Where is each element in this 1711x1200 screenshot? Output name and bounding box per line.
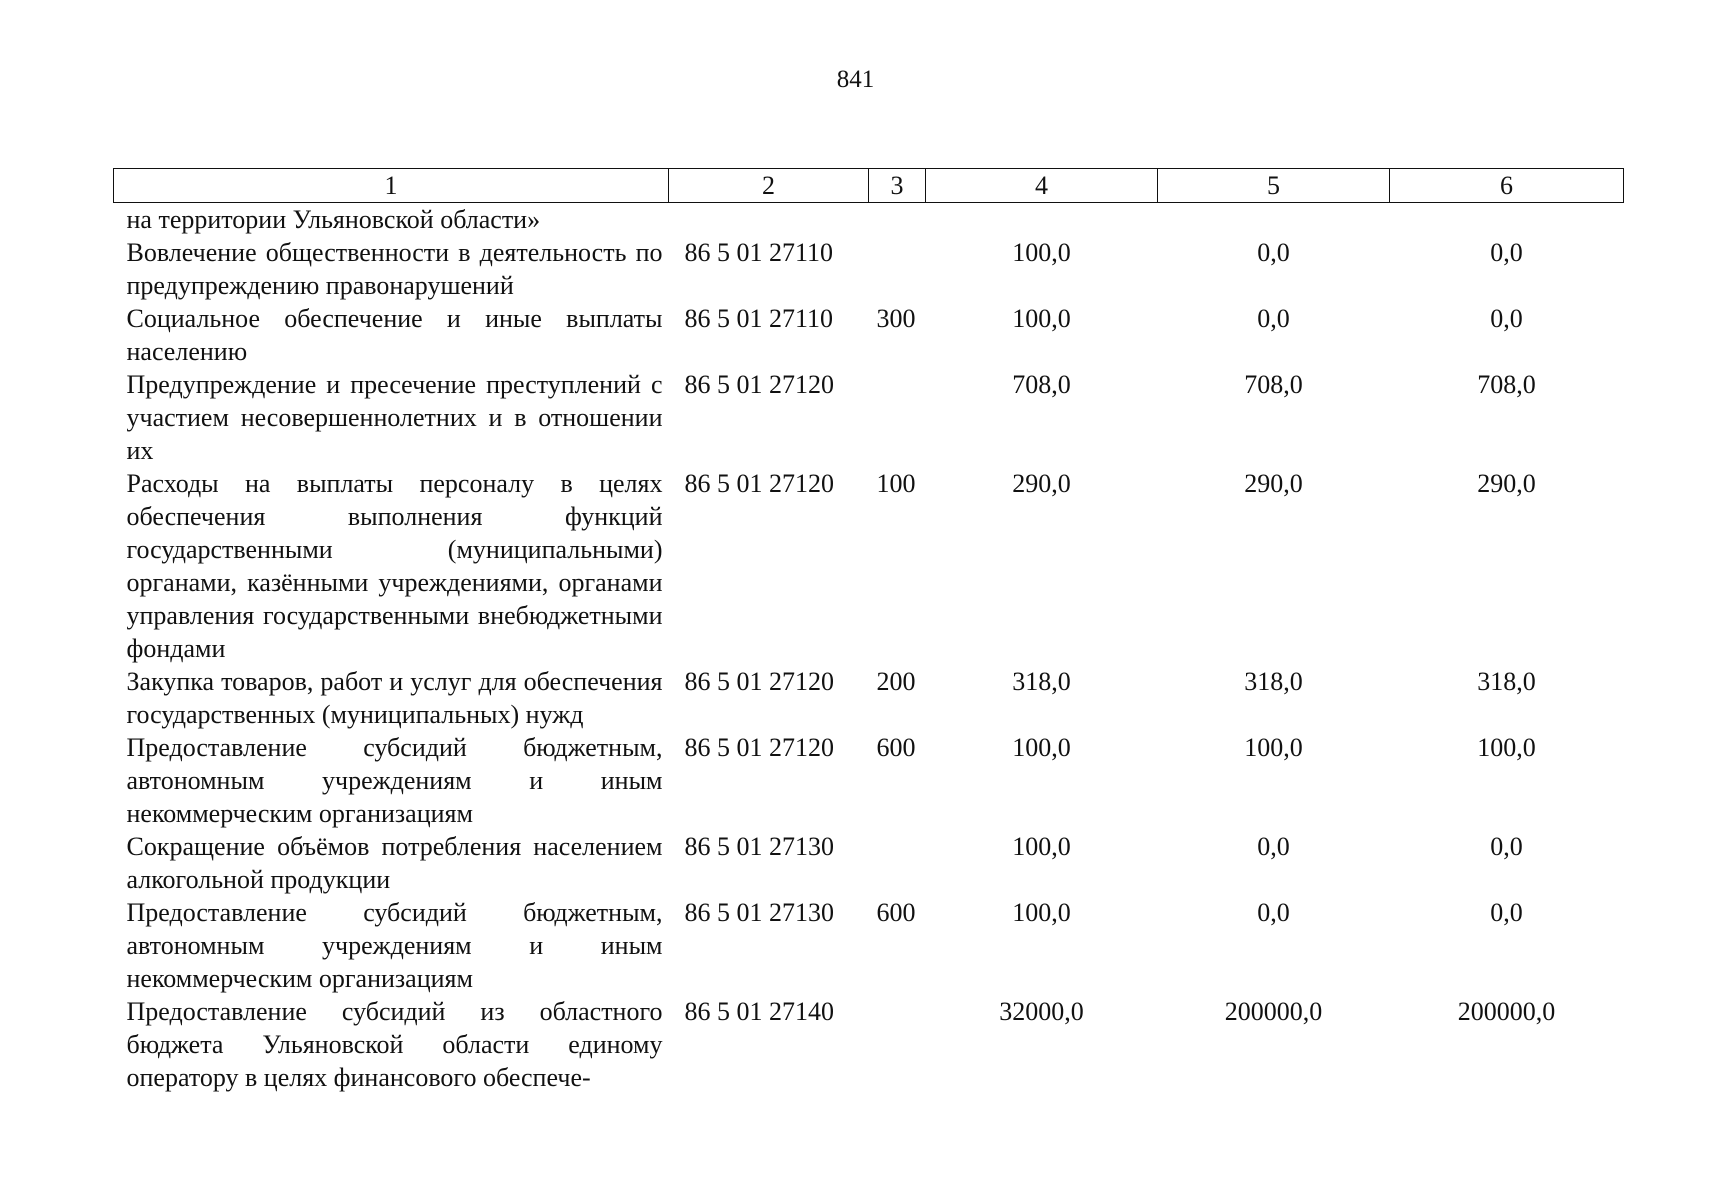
row-name: на территории Ульяновской области» [126, 205, 541, 234]
budget-table-container [113, 168, 1623, 1094]
row-value-6: 100,0 [1477, 733, 1536, 762]
row-value-5: 708,0 [1244, 370, 1303, 399]
row-code: 86 5 01 27120 [684, 469, 834, 498]
row-expense-type: 600 [876, 898, 916, 927]
table-row [114, 203, 1624, 237]
row-value-5: 100,0 [1244, 733, 1303, 762]
row-value-6: 0,0 [1490, 898, 1523, 927]
row-expense-type [869, 368, 926, 467]
row-name: Социальное обеспечение и иные выплаты населению [126, 304, 663, 366]
row-name: Вовлечение общественности в деятельность по предупреждению правонарушений [126, 238, 663, 300]
row-value-6: 200000,0 [1457, 997, 1556, 1026]
row-value-4: 100,0 [1012, 733, 1071, 762]
row-value-5: 0,0 [1257, 898, 1290, 927]
row-code [669, 203, 869, 237]
row-name: Предоставление субсидий бюджетным, автономным учреждениям и иным некоммерческим организациям [126, 898, 663, 993]
table-row [114, 995, 1624, 1094]
table-row [114, 731, 1624, 830]
row-value-4 [926, 203, 1158, 237]
row-value-5: 0,0 [1257, 304, 1290, 333]
row-value-4: 708,0 [1012, 370, 1071, 399]
row-expense-type: 300 [876, 304, 916, 333]
row-value-4: 318,0 [1012, 667, 1071, 696]
row-value-4: 100,0 [1012, 898, 1071, 927]
row-code: 86 5 01 27140 [684, 997, 834, 1026]
row-code: 86 5 01 27110 [684, 304, 834, 333]
column-header-4: 4 [926, 169, 1158, 203]
table-row [114, 236, 1624, 302]
row-code: 86 5 01 27120 [684, 667, 834, 696]
row-expense-type [869, 203, 926, 237]
row-expense-type [869, 995, 926, 1094]
table-body [114, 203, 1624, 1095]
row-name: Предупреждение и пресечение преступлений с участием несовершеннолетних и в отношении их [126, 370, 663, 465]
row-value-5: 0,0 [1257, 832, 1290, 861]
table-row [114, 896, 1624, 995]
row-expense-type: 200 [876, 667, 916, 696]
row-value-6 [1390, 203, 1624, 237]
table-row [114, 830, 1624, 896]
table-row [114, 467, 1624, 665]
row-value-6: 0,0 [1490, 832, 1523, 861]
row-expense-type [869, 830, 926, 896]
row-value-4: 100,0 [1012, 304, 1071, 333]
row-name: Расходы на выплаты персоналу в целях обеспечения выполнения функций государственными (муниципальными) органами, казёнными учреждениями, органами управления государственными внебюджетными фондами [126, 469, 663, 663]
header-row [114, 169, 1624, 203]
column-header-1: 1 [114, 169, 669, 203]
row-expense-type: 600 [876, 733, 916, 762]
row-name: Предоставление субсидий из областного бюджета Ульяновской области единому оператору в целях финансового обеспече- [126, 997, 663, 1092]
row-value-4: 32000,0 [999, 997, 1084, 1026]
table-header [114, 169, 1624, 203]
table-row [114, 665, 1624, 731]
row-name: Сокращение объёмов потребления населением алкогольной продукции [126, 832, 663, 894]
column-header-6: 6 [1390, 169, 1624, 203]
row-value-6: 318,0 [1477, 667, 1536, 696]
row-value-4: 100,0 [1012, 238, 1071, 267]
row-code: 86 5 01 27120 [684, 733, 834, 762]
row-value-5: 290,0 [1244, 469, 1303, 498]
row-code: 86 5 01 27130 [684, 898, 834, 927]
row-value-5 [1158, 203, 1390, 237]
row-value-5: 0,0 [1257, 238, 1290, 267]
row-value-6: 0,0 [1490, 304, 1523, 333]
row-value-6: 290,0 [1477, 469, 1536, 498]
table-row [114, 302, 1624, 368]
row-code: 86 5 01 27120 [684, 370, 834, 399]
column-header-3: 3 [869, 169, 926, 203]
page-number: 841 [836, 66, 875, 93]
column-header-2: 2 [669, 169, 869, 203]
row-code: 86 5 01 27130 [684, 832, 834, 861]
row-value-4: 100,0 [1012, 832, 1071, 861]
column-header-5: 5 [1158, 169, 1390, 203]
row-value-5: 318,0 [1244, 667, 1303, 696]
row-code: 86 5 01 27110 [684, 238, 834, 267]
row-value-6: 708,0 [1477, 370, 1536, 399]
row-value-5: 200000,0 [1224, 997, 1323, 1026]
budget-table [113, 168, 1624, 1094]
row-expense-type: 100 [876, 469, 916, 498]
row-expense-type [869, 236, 926, 302]
row-name: Закупка товаров, работ и услуг для обеспечения государственных (муниципальных) нужд [126, 667, 663, 729]
row-value-6: 0,0 [1490, 238, 1523, 267]
table-row [114, 368, 1624, 467]
row-name: Предоставление субсидий бюджетным, автономным учреждениям и иным некоммерческим организациям [126, 733, 663, 828]
row-value-4: 290,0 [1012, 469, 1071, 498]
